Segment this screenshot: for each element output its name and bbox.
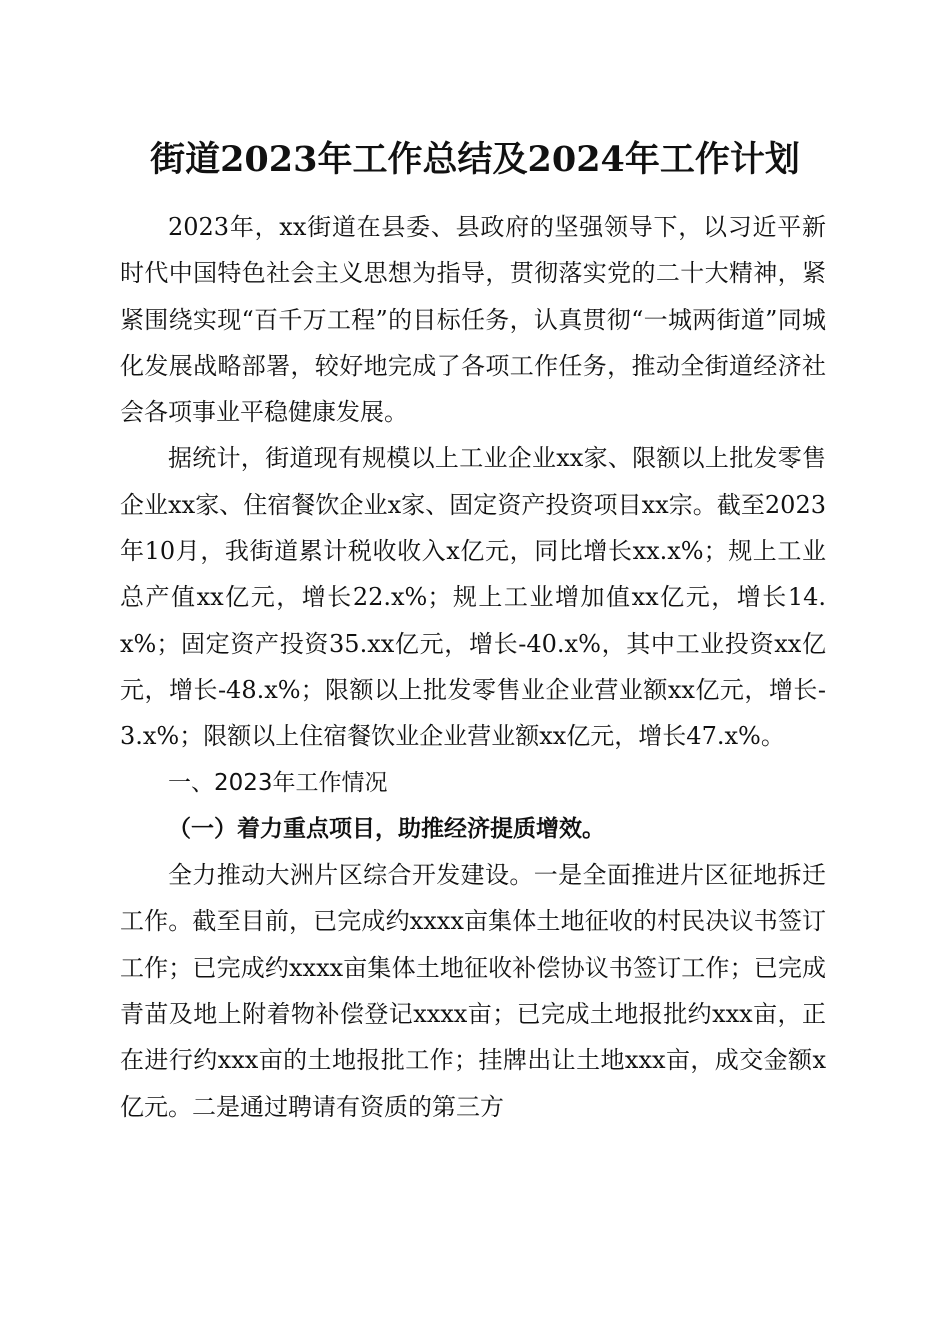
intro-paragraph: 2023年，xx街道在县委、县政府的坚强领导下，以习近平新时代中国特色社会主义思想为指导，贯彻落实党的二十大精神，紧紧围绕实现“百千万工程”的目标任务，认真贯彻“一城两街道”同城化发展战略部署，较好地完成了各项工作任务，推动全街道经济社会各项事业平稳健康发展。: [120, 213, 826, 427]
document-title: 街道2023年工作总结及2024年工作计划: [150, 139, 800, 180]
subsection-paragraph: 全力推动大洲片区综合开发建设。一是全面推进片区征地拆迁工作。截至目前，已完成约xxxx亩集体土地征收的村民决议书签订工作；已完成约xxxx亩集体土地征收补偿协议书签订工作；已完成青苗及地上附着物补偿登记xxxx亩；已完成土地报批约xxx亩，正在进行约xxx亩的土地报批工作；挂牌出让土地xxx亩，成交金额x亿元。二是通过聘请有资质的第三方: [120, 861, 826, 1121]
section-heading: 一、2023年工作情况: [168, 769, 388, 796]
subsection-heading: （一）着力重点项目，助推经济提质增效。: [168, 814, 605, 842]
document-body: [120, 204, 826, 1130]
statistics-paragraph: 据统计，街道现有规模以上工业企业xx家、限额以上批发零售企业xx家、住宿餐饮企业x家、固定资产投资项目xx宗。截至2023年10月，我街道累计税收收入x亿元，同比增长xx.x%；规上工业总产值xx亿元，增长22.x%；规上工业增加值xx亿元，增长14.x%；固定资产投资35.xx亿元，增长-40.x%，其中工业投资xx亿元，增长-48.x%；限额以上批发零售业企业营业额xx亿元，增长-3.x%；限额以上住宿餐饮业企业营业额xx亿元，增长47.x%。: [120, 444, 826, 751]
